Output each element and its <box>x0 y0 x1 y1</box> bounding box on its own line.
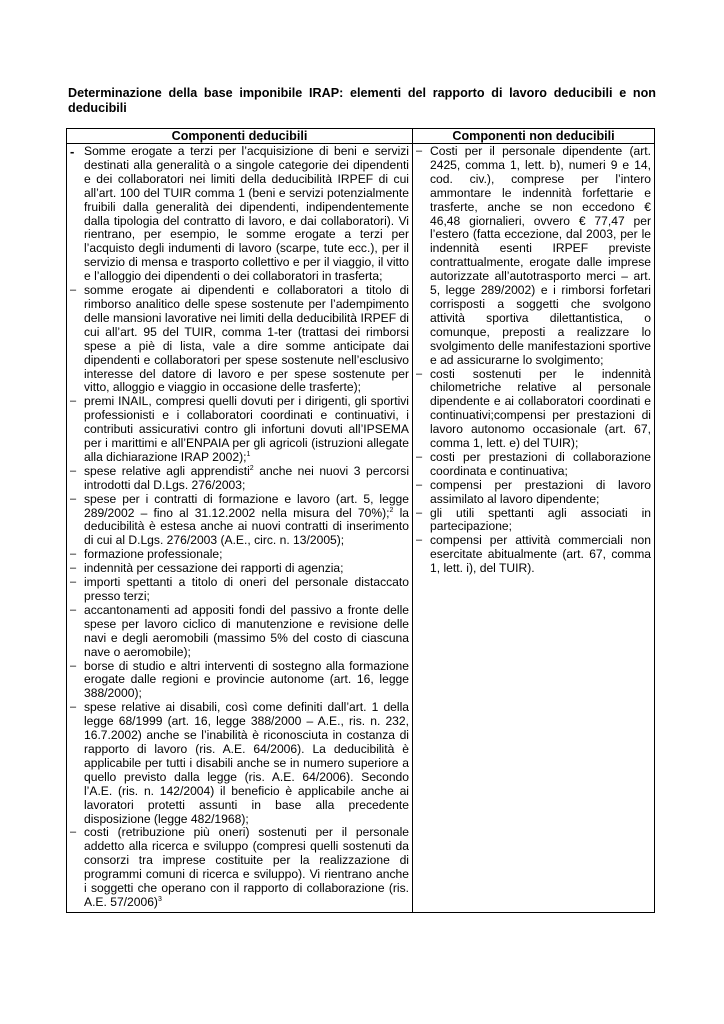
item-text: costi sostenuti per le indennità chilometriche relative al personale dipendente e ai collaboratori coordinati e continuativi;compensi per prestazioni di lavoro autonomo occasionale (art. 67, comma 1, lett. e) del TUIR); <box>430 366 651 451</box>
cell-non-deducibili <box>413 144 655 913</box>
bullet-dash: – <box>416 450 423 463</box>
bullet-dash: – <box>70 284 77 297</box>
list-item <box>70 284 409 395</box>
list-item <box>416 534 651 576</box>
header-non-deducibili: Componenti non deducibili <box>413 129 655 144</box>
list-item <box>416 145 651 368</box>
list-item <box>416 507 651 535</box>
list-item <box>416 451 651 479</box>
list-item <box>416 479 651 507</box>
item-text: indennità per cessazione dei rapporti di agenzia; <box>84 561 344 576</box>
list-item <box>70 604 409 660</box>
bullet-dash: – <box>416 145 423 157</box>
page-title: Determinazione della base imponibile IRAP: elementi del rapporto di lavoro deducibili e non deducibili <box>68 86 656 115</box>
list-item <box>70 465 409 493</box>
item-text: costi (retribuzione più oneri) sostenuti per il personale addetto alla ricerca e sviluppo (compresi quelli sostenuti da consorzi tra imprese costituite per la realizzazione di programmi comuni di ricerca e sviluppo). Vi rientrano anche i soggetti che operano con il rapporto di collaborazione (ris. A.E. 57/2006) <box>84 825 409 909</box>
item-text-continued: anche nei nuovi 3 percorsi introdotti dal D.Lgs. 276/2003; <box>84 463 410 492</box>
cell-deducibili <box>67 144 413 913</box>
item-text: premi INAIL, compresi quelli dovuti per i dirigenti, gli sportivi professionisti e i collaboratori coordinati e continuativi, i contributi assicurativi contro gli infortuni dovuti all’IPSEMA per i marittimi e all’ENPAIA per gli agricoli (istruzioni allegate alla dichiarazione IRAP 2002); <box>84 394 409 464</box>
footnote-ref: 2 <box>249 464 254 472</box>
item-text: spese relative ai disabili, così come definiti dall’art. 1 della legge 68/1999 (art. 16, legge 388/2000 – A.E., ris. n. 232, 16.7.2002) anche se l’inabilità è riconosciuta in costanza di rapporto di lavoro (ris. A.E. 64/2006). La deducibilità è applicabile per tutti i disabili anche se in numero superiore a quello previsto dalla legge (ris. A.E. 64/2006). Secondo l’A.E. (ris. n. 142/2004) il beneficio è applicabile anche ai lavoratori protetti assunti in base alla precedente disposizione (legge 482/1968); <box>84 700 409 826</box>
list-item <box>70 395 409 465</box>
item-text: gli utili spettanti agli associati in partecipazione; <box>430 505 651 534</box>
bullet-dash: – <box>70 603 77 616</box>
bullet-dash: – <box>416 506 423 519</box>
item-text: spese per i contratti di formazione e lavoro (art. 5, legge 289/2002 – fino al 31.12.2002 nella misura del 70%); <box>84 491 409 520</box>
bullet-dash: – <box>416 478 423 491</box>
bullet-dash: – <box>70 492 77 505</box>
footnote-ref: 1 <box>246 450 251 458</box>
bullet-dash: – <box>70 701 77 714</box>
item-text: Somme erogate a terzi per l’acquisizione di beni e servizi destinati alla generalità o a singole categorie dei dipendenti e dei collaboratori nei limiti della deducibilità IRPEF di cui all’art. 100 del TUIR comma 1 (beni e servizi potenzialmente fruibili dalla generalità dei dipendenti, indipendentemente dalla tipologia del contratto di lavoro, e dai collaboratori). Vi rientrano, per esempio, le somme erogate a terzi per l’acquisto degli indumenti di lavoro (scarpe, tute ecc.), per il servizio di mensa e trasporto collettivo e per il viaggio, il vitto e l’alloggio dei dipendenti o dei collaboratori in trasferta; <box>84 144 409 284</box>
bullet-dash: – <box>70 576 77 589</box>
list-item <box>70 548 409 562</box>
list-item <box>70 562 409 576</box>
list-item <box>70 826 409 909</box>
header-deducibili: Componenti deducibili <box>67 129 413 144</box>
irap-table <box>66 128 655 913</box>
item-text: Costi per il personale dipendente (art. 2425, comma 1, lett. b), numeri 9 e 14, cod. civ.), comprese per l’intero ammontare le indennità forfettarie e trasferte, anche se non eccedono € 46,48 giornalieri, ovvero € 77,47 per l’estero (fatta eccezione, dal 2003, per le indennità esenti IRPEF previste contrattualmente, erogate dalle imprese autorizzate all’autotrasporto merci – art. 5, legge 289/2002) e i rimborsi forfetari corrisposti a soggetti che svolgono attività sportiva dilettantistica, o comunque, preposti a realizzare lo svolgimento delle manifestazioni sportive e ad assicurarne lo svolgimento; <box>430 144 651 367</box>
bullet-dash: – <box>70 562 77 575</box>
bullet-dash: – <box>70 464 77 477</box>
item-text: spese relative agli apprendisti <box>84 463 250 478</box>
list-item <box>70 493 409 549</box>
item-text: formazione professionale; <box>84 547 223 562</box>
item-text: somme erogate ai dipendenti e collaboratori a titolo di rimborso analitico delle spese sostenute per l’adempimento delle mansioni lavorative nei limiti della deducibilità IRPEF di cui all’art. 95 del TUIR, comma 1-ter (trattasi dei rimborsi spese a piè di lista, vale a dire somme anticipate dai dipendenti e collaboratori per spese sostenute nell’esclusivo interesse del datore di lavoro e per spese sostenute per vitto, alloggio e viaggio in occasione delle trasferte); <box>84 283 409 395</box>
list-deducibili <box>70 145 409 910</box>
bullet-dash: – <box>416 534 423 547</box>
list-non-deducibili <box>416 145 651 576</box>
list-item <box>70 145 409 284</box>
bullet-dash: – <box>70 826 77 839</box>
footnote-ref: 3 <box>157 895 162 903</box>
bullet-dash: – <box>70 548 77 561</box>
item-text: compensi per attività commerciali non esercitate abitualmente (art. 67, comma 1, lett. i), del TUIR). <box>430 533 651 576</box>
footnote-ref: 2 <box>389 506 394 514</box>
bullet-dash: - <box>70 144 75 159</box>
list-item <box>70 576 409 604</box>
list-item <box>70 660 409 702</box>
bullet-dash: – <box>70 395 77 408</box>
item-text-continued: la deducibilità è estesa anche ai nuovi contratti di inserimento di cui al D.Lgs. 276/2003 (A.E., circ. n. 13/2005); <box>84 505 410 548</box>
bullet-dash: – <box>416 367 423 380</box>
item-text: importi spettanti a titolo di oneri del personale distaccato presso terzi; <box>84 575 409 603</box>
item-text: borse di studio e altri interventi di sostegno alla formazione erogate dalle regioni e provincie autonome (art. 16, legge 388/2000); <box>84 658 409 701</box>
item-text: accantonamenti ad appositi fondi del passivo a fronte delle spese per lavoro ciclico di manutenzione e revisione delle navi e degli aeromobili (massimo 5% del costo di ciascuna nave o aeromobile); <box>84 602 409 659</box>
item-text: costi per prestazioni di collaborazione coordinata e continuativa; <box>430 449 651 478</box>
item-text: compensi per prestazioni di lavoro assimilato al lavoro dipendente; <box>430 477 651 506</box>
list-item <box>70 701 409 826</box>
list-item <box>416 368 651 451</box>
bullet-dash: – <box>70 659 77 672</box>
